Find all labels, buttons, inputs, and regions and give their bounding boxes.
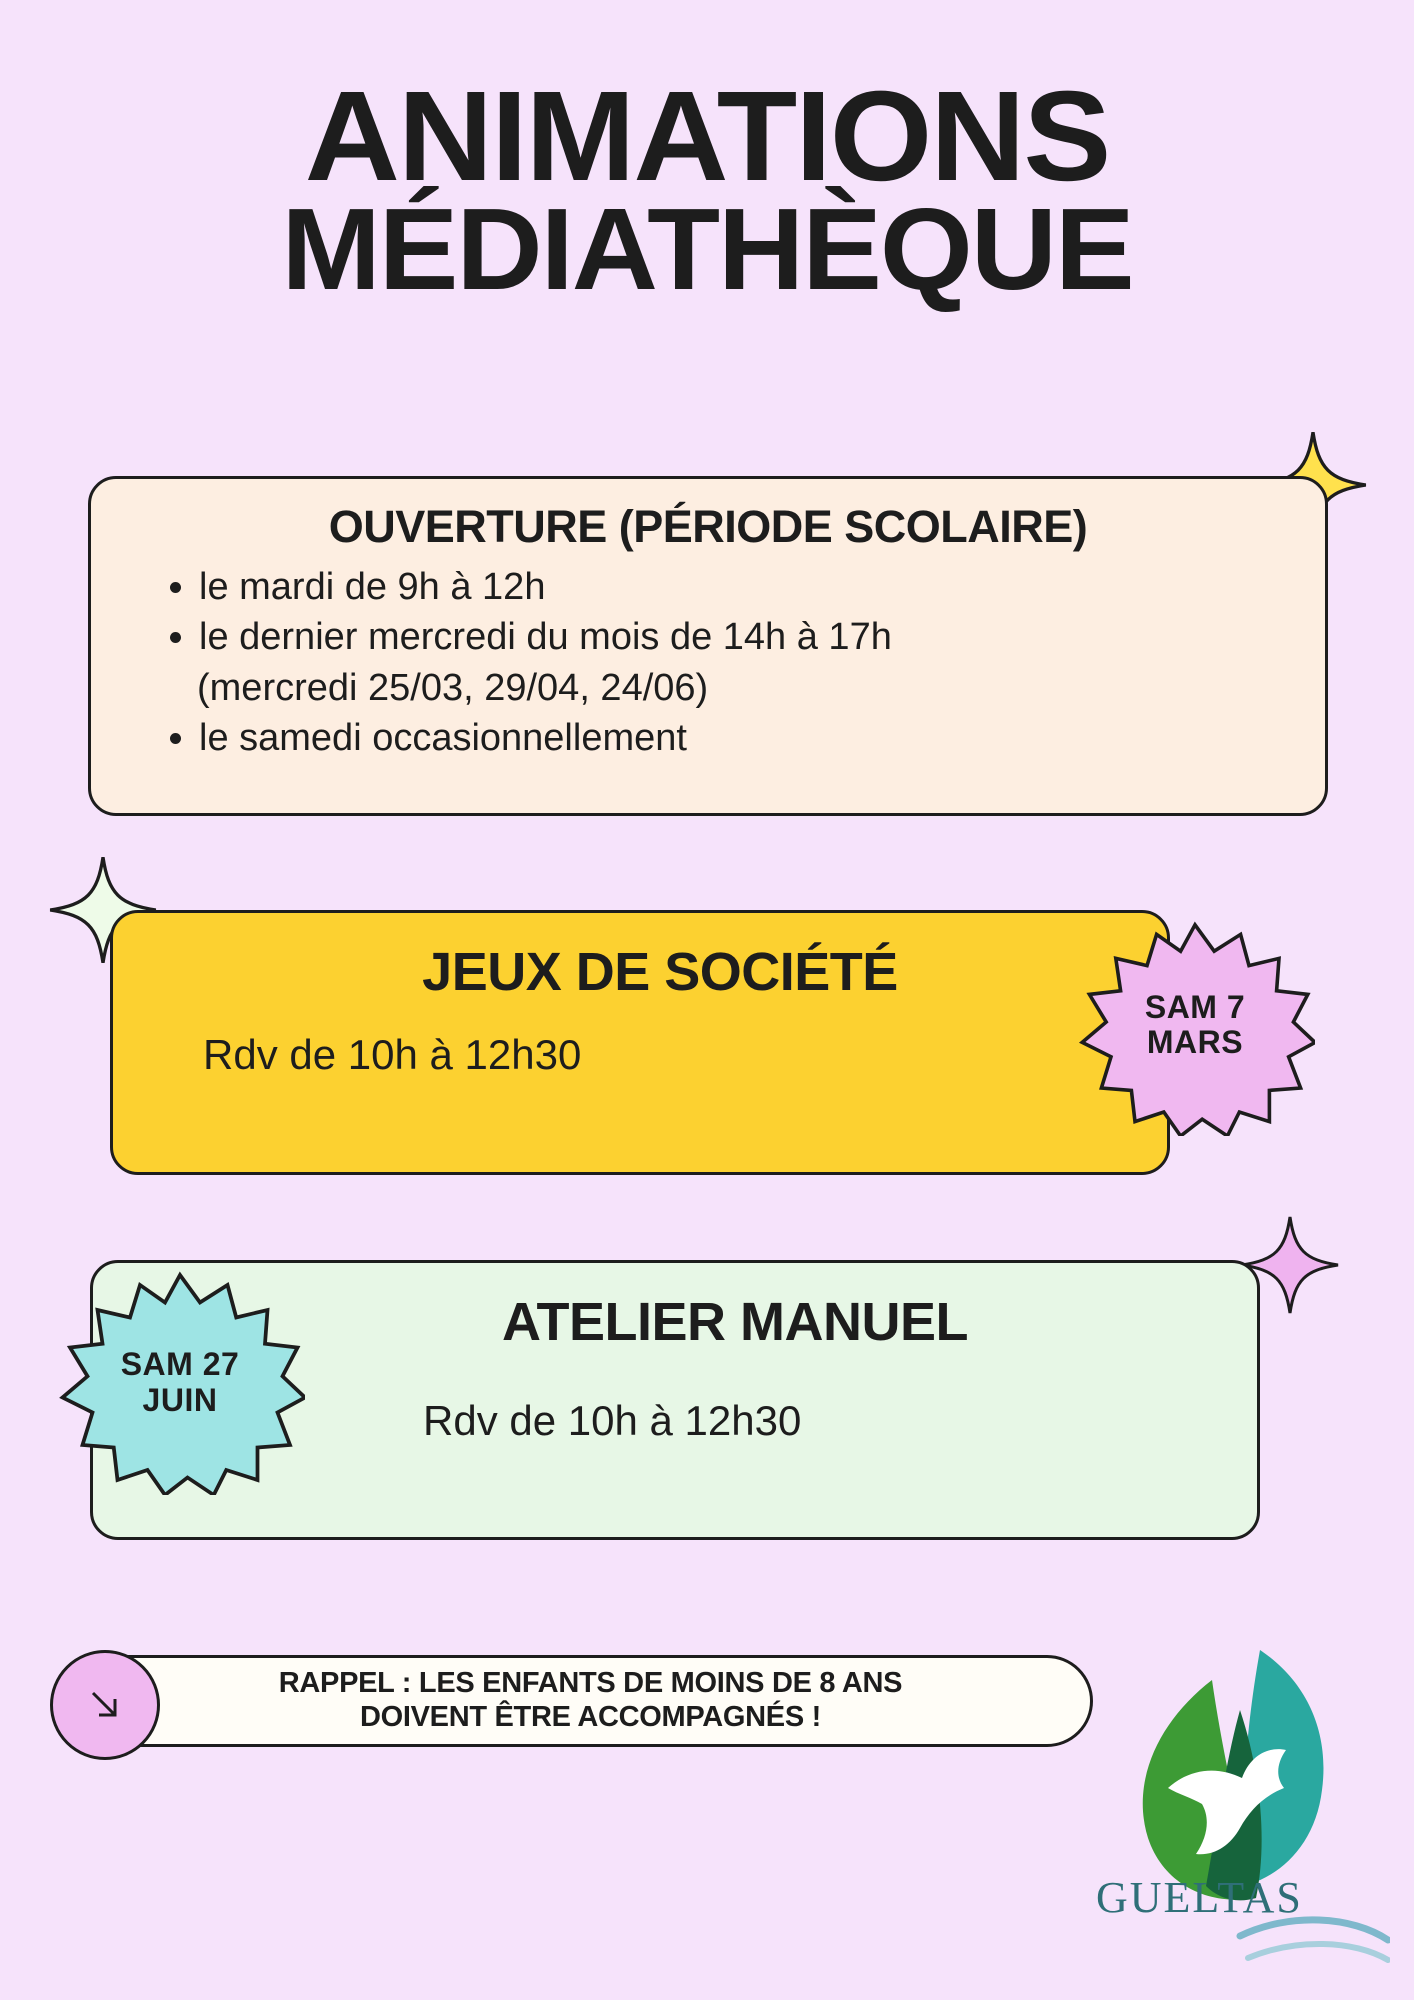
event-title: JEUX DE SOCIÉTÉ bbox=[422, 942, 898, 1002]
date-badge-sam-7-mars bbox=[1075, 920, 1315, 1130]
title-line-1: ANIMATIONS bbox=[304, 65, 1110, 208]
date-badge-line-1: SAM 7 bbox=[1144, 988, 1246, 1025]
opening-hours-heading: OUVERTURE (PÉRIODE SCOLAIRE) bbox=[328, 501, 1088, 552]
logo-gueltas bbox=[1090, 1640, 1390, 1970]
date-badge-line-2: JUIN bbox=[142, 1381, 218, 1418]
reminder-bar bbox=[58, 1655, 1093, 1747]
event-time: Rdv de 10h à 12h30 bbox=[203, 1031, 582, 1078]
list-item: • le mardi de 9h à 12h bbox=[199, 563, 1285, 611]
reminder-line-2: DOIVENT ÊTRE ACCOMPAGNÉS ! bbox=[359, 1701, 822, 1733]
event-card-jeux-de-societe bbox=[110, 910, 1170, 1175]
list-item-sub: (mercredi 25/03, 29/04, 24/06) bbox=[197, 666, 709, 709]
opening-hours-list bbox=[131, 563, 1285, 762]
event-title: ATELIER MANUEL bbox=[502, 1292, 968, 1352]
reminder-text bbox=[219, 1667, 932, 1734]
logo-text: GUELTAS bbox=[1096, 1873, 1303, 1922]
event-time: Rdv de 10h à 12h30 bbox=[423, 1397, 802, 1444]
list-item: • le dernier mercredi du mois de 14h à 17h bbox=[199, 613, 1285, 661]
date-badge-sam-27-juin bbox=[55, 1270, 305, 1495]
arrow-down-right-icon bbox=[50, 1650, 160, 1760]
date-badge-line-1: SAM 27 bbox=[120, 1346, 240, 1383]
reminder-line-1: RAPPEL : LES ENFANTS DE MOINS DE 8 ANS bbox=[278, 1667, 903, 1700]
page-title bbox=[0, 65, 1414, 314]
date-badge-label bbox=[1145, 990, 1245, 1060]
opening-hours-card bbox=[88, 476, 1328, 816]
date-badge-line-2: MARS bbox=[1146, 1024, 1244, 1060]
list-item: • le samedi occasionnellement bbox=[199, 714, 1285, 762]
date-badge-label bbox=[121, 1347, 240, 1417]
title-line-2: MÉDIATHÈQUE bbox=[281, 183, 1133, 314]
